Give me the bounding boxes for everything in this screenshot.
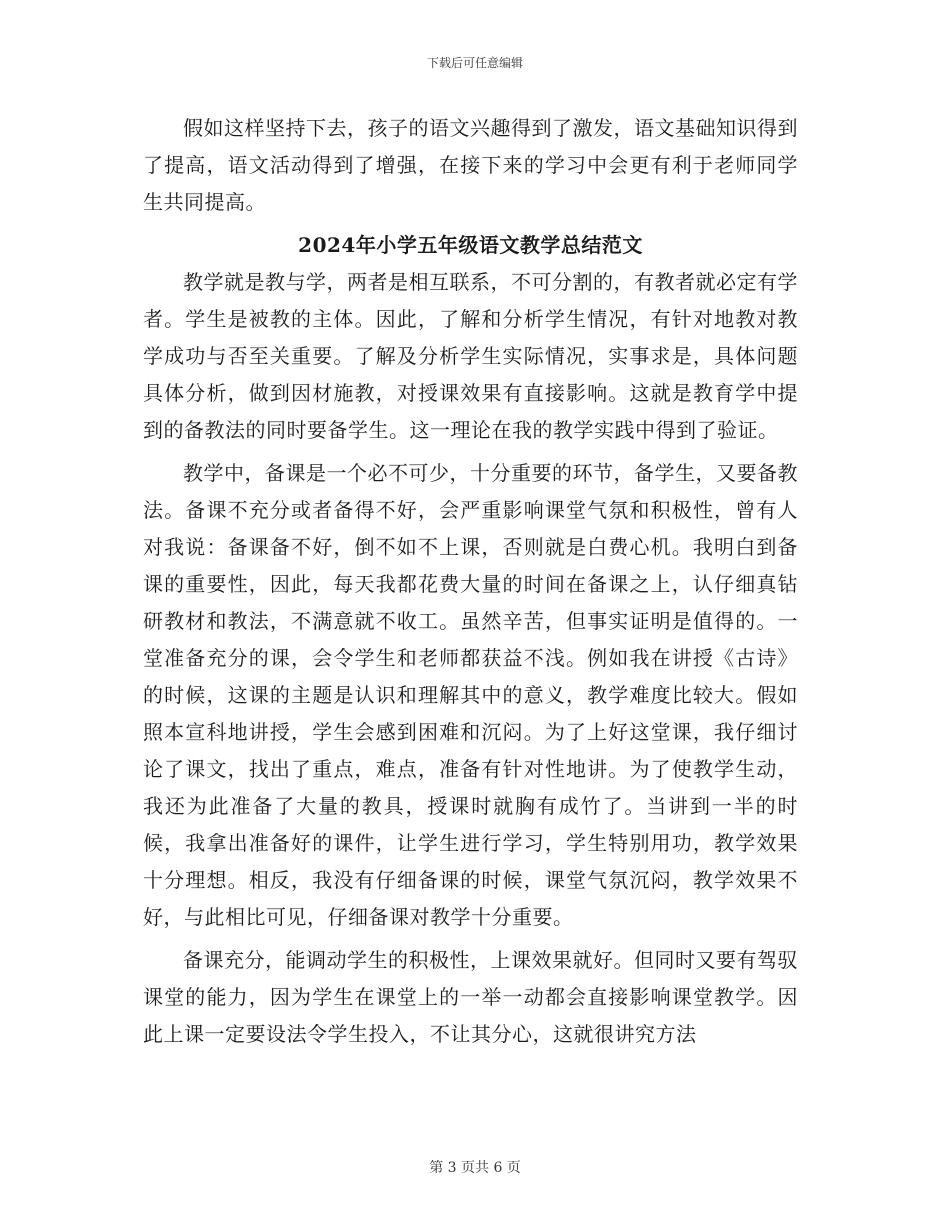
paragraph-3: 教学中，备课是一个必不可少，十分重要的环节，备学生，又要备教法。备课不充分或者备得不好，会严重影响课堂气氛和积极性，曾有人对我说：备课备不好，倒不如不上课，否则就是白费心机。我明白到备课的重要性，因此，每天我都花费大量的时间在备课之上，认仔细真钻研教材和教法，不满意就不收工。虽然辛苦，但事实证明是值得的。一堂准备充分的课，会令学生和老师都获益不浅。例如我在讲授《古诗》的时候，这课的主题是认识和理解其中的意义，教学难度比较大。假如照本宣科地讲授，学生会感到困难和沉闷。为了上好这堂课，我仔细讨论了课文，找出了重点，难点，准备有针对性地讲。为了使教学生动，我还为此准备了大量的教具，授课时就胸有成竹了。当讲到一半的时候，我拿出准备好的课件，让学生进行学习，学生特别用功，教学效果十分理想。相反，我没有仔细备课的时候，课堂气氛沉闷，教学效果不好，与此相比可见，仔细备课对教学十分重要。 [143, 461, 798, 929]
paragraph-2: 教学就是教与学，两者是相互联系，不可分割的，有教者就必定有学者。学生是被教的主体。因此，了解和分析学生情况，有针对地教对教学成功与否至关重要。了解及分析学生实际情况，实事求是，具体问题具体分析，做到因材施教，对授课效果有直接影响。这就是教育学中提到的备教法的同时要备学生。这一理论在我的教学实践中得到了验证。 [143, 270, 798, 442]
paragraph-4: 备课充分，能调动学生的积极性，上课效果就好。但同时又要有驾驭课堂的能力，因为学生在课堂上的一举一动都会直接影响课堂教学。因此上课一定要设法令学生投入，不让其分心，这就很讲究方法 [143, 948, 798, 1046]
paragraph-1: 假如这样坚持下去，孩子的语文兴趣得到了激发，语文基础知识得到了提高，语文活动得到了增强，在接下来的学习中会更有利于老师同学生共同提高。 [143, 116, 798, 214]
page-number: 第 3 页共 6 页 [429, 1160, 521, 1176]
document-title: 2024年小学五年级语文教学总结范文 [298, 233, 643, 257]
page-header-note: 下载后可任意编辑 [426, 56, 523, 70]
document-body [143, 110, 798, 1059]
